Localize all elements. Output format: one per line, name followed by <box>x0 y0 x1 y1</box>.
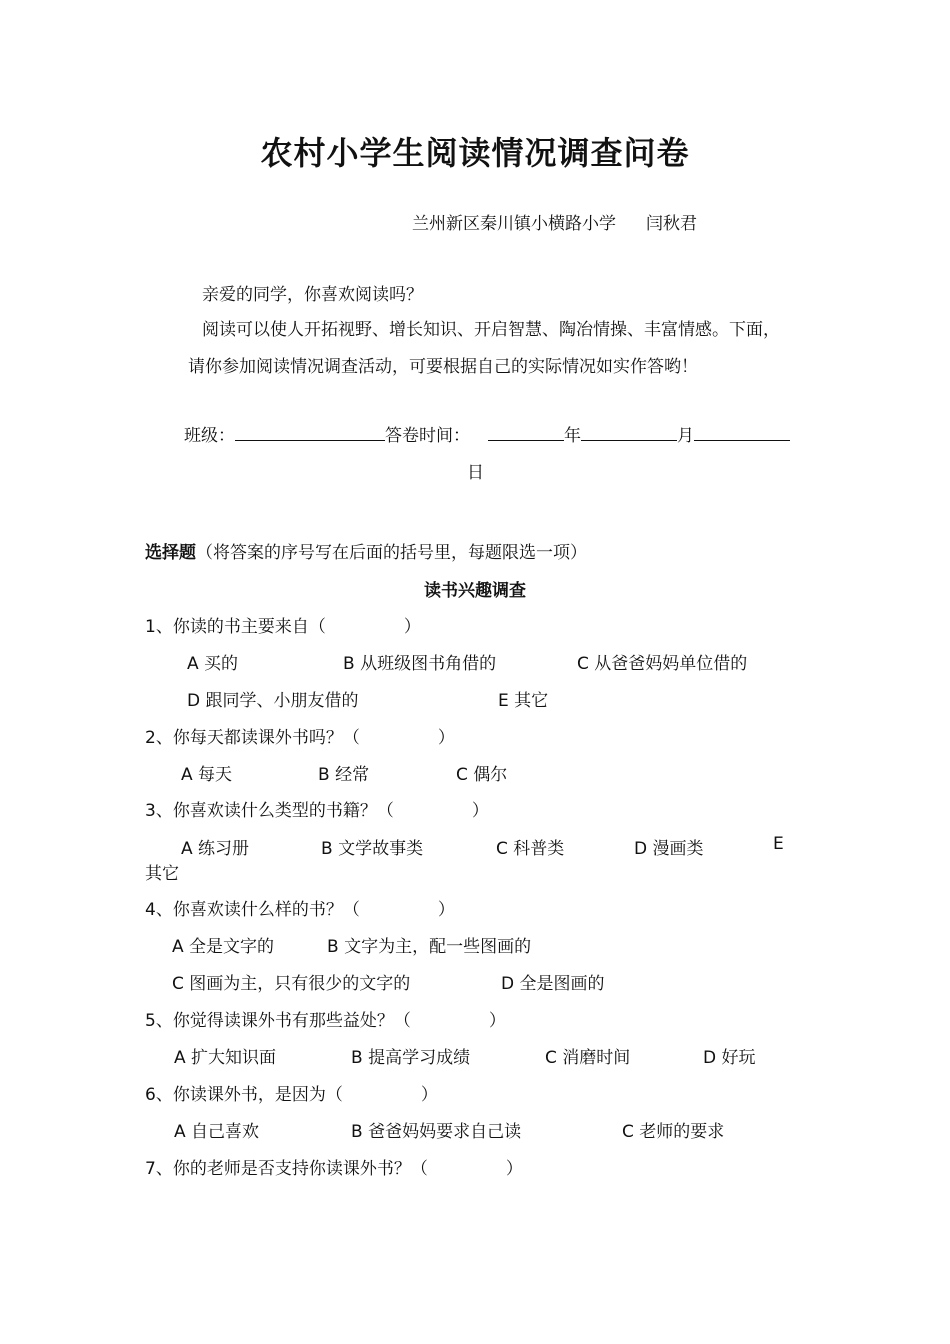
q3-option-d: D 漫画类 <box>634 839 704 859</box>
q5-option-b: B 提高学习成绩 <box>351 1048 471 1068</box>
question-4: 4、你喜欢读什么样的书？（ ） <box>145 900 455 920</box>
month-blank[interactable] <box>581 439 677 441</box>
q5-option-a: A 扩大知识面 <box>174 1048 277 1068</box>
q4-option-d: D 全是图画的 <box>501 974 605 994</box>
section-subtitle: 读书兴趣调查 <box>424 581 526 601</box>
q3-option-e-text: 其它 <box>145 864 179 884</box>
intro-line-2: 请你参加阅读情况调查活动，可要根据自己的实际情况如实作答哟！ <box>188 357 698 377</box>
q3-option-b: B 文学故事类 <box>321 839 424 859</box>
q2-option-c: C 偶尔 <box>456 765 508 785</box>
q2-option-b: B 经常 <box>318 765 370 785</box>
q4-option-c: C 图画为主，只有很少的文字的 <box>172 974 411 994</box>
question-7: 7、你的老师是否支持你读课外书？（ ） <box>145 1159 523 1179</box>
q1-option-d: D 跟同学、小朋友借的 <box>187 691 359 711</box>
intro-line-1: 阅读可以使人开拓视野、增长知识、开启智慧、陶冶情操、丰富情感。下面， <box>202 320 780 340</box>
page-title: 农村小学生阅读情况调查问卷 <box>260 134 690 172</box>
year-label: 年 <box>564 426 581 446</box>
q1-option-c: C 从爸爸妈妈单位借的 <box>577 654 748 674</box>
q5-option-c: C 消磨时间 <box>545 1048 631 1068</box>
day-blank[interactable] <box>694 439 790 441</box>
question-5: 5、你觉得读课外书有那些益处？（ ） <box>145 1011 506 1031</box>
q5-option-d: D 好玩 <box>703 1048 756 1068</box>
q6-option-b: B 爸爸妈妈要求自己读 <box>351 1122 522 1142</box>
q6-option-c: C 老师的要求 <box>622 1122 725 1142</box>
q4-option-a: A 全是文字的 <box>172 937 275 957</box>
q1-option-a: A 买的 <box>187 654 239 674</box>
q3-option-c: C 科普类 <box>496 839 565 859</box>
question-6: 6、你读课外书，是因为（ ） <box>145 1085 438 1105</box>
question-1: 1、你读的书主要来自（ ） <box>145 617 421 637</box>
author-school: 兰州新区秦川镇小横路小学 <box>412 214 616 234</box>
section-heading-line <box>145 538 587 563</box>
class-label: 班级： <box>184 426 235 446</box>
form-line <box>184 421 790 446</box>
month-label: 月 <box>677 426 694 446</box>
intro-greeting: 亲爱的同学，你喜欢阅读吗？ <box>202 285 423 305</box>
q1-option-e: E 其它 <box>498 691 549 711</box>
q3-option-e: E <box>773 834 784 854</box>
question-2: 2、你每天都读课外书吗？（ ） <box>145 728 455 748</box>
q2-option-a: A 每天 <box>181 765 233 785</box>
q1-option-b: B 从班级图书角借的 <box>343 654 497 674</box>
section-note: （将答案的序号写在后面的括号里，每题限选一项） <box>196 543 587 563</box>
q6-option-a: A 自己喜欢 <box>174 1122 260 1142</box>
author-name: 闫秋君 <box>646 214 697 234</box>
day-label: 日 <box>467 463 484 483</box>
question-3: 3、你喜欢读什么类型的书籍？（ ） <box>145 801 489 821</box>
section-heading: 选择题 <box>145 543 196 563</box>
time-label: 答卷时间： <box>385 426 470 446</box>
class-blank[interactable] <box>235 439 385 441</box>
year-blank[interactable] <box>488 439 564 441</box>
author-line <box>412 209 697 234</box>
q4-option-b: B 文字为主，配一些图画的 <box>327 937 532 957</box>
q3-option-a: A 练习册 <box>181 839 250 859</box>
